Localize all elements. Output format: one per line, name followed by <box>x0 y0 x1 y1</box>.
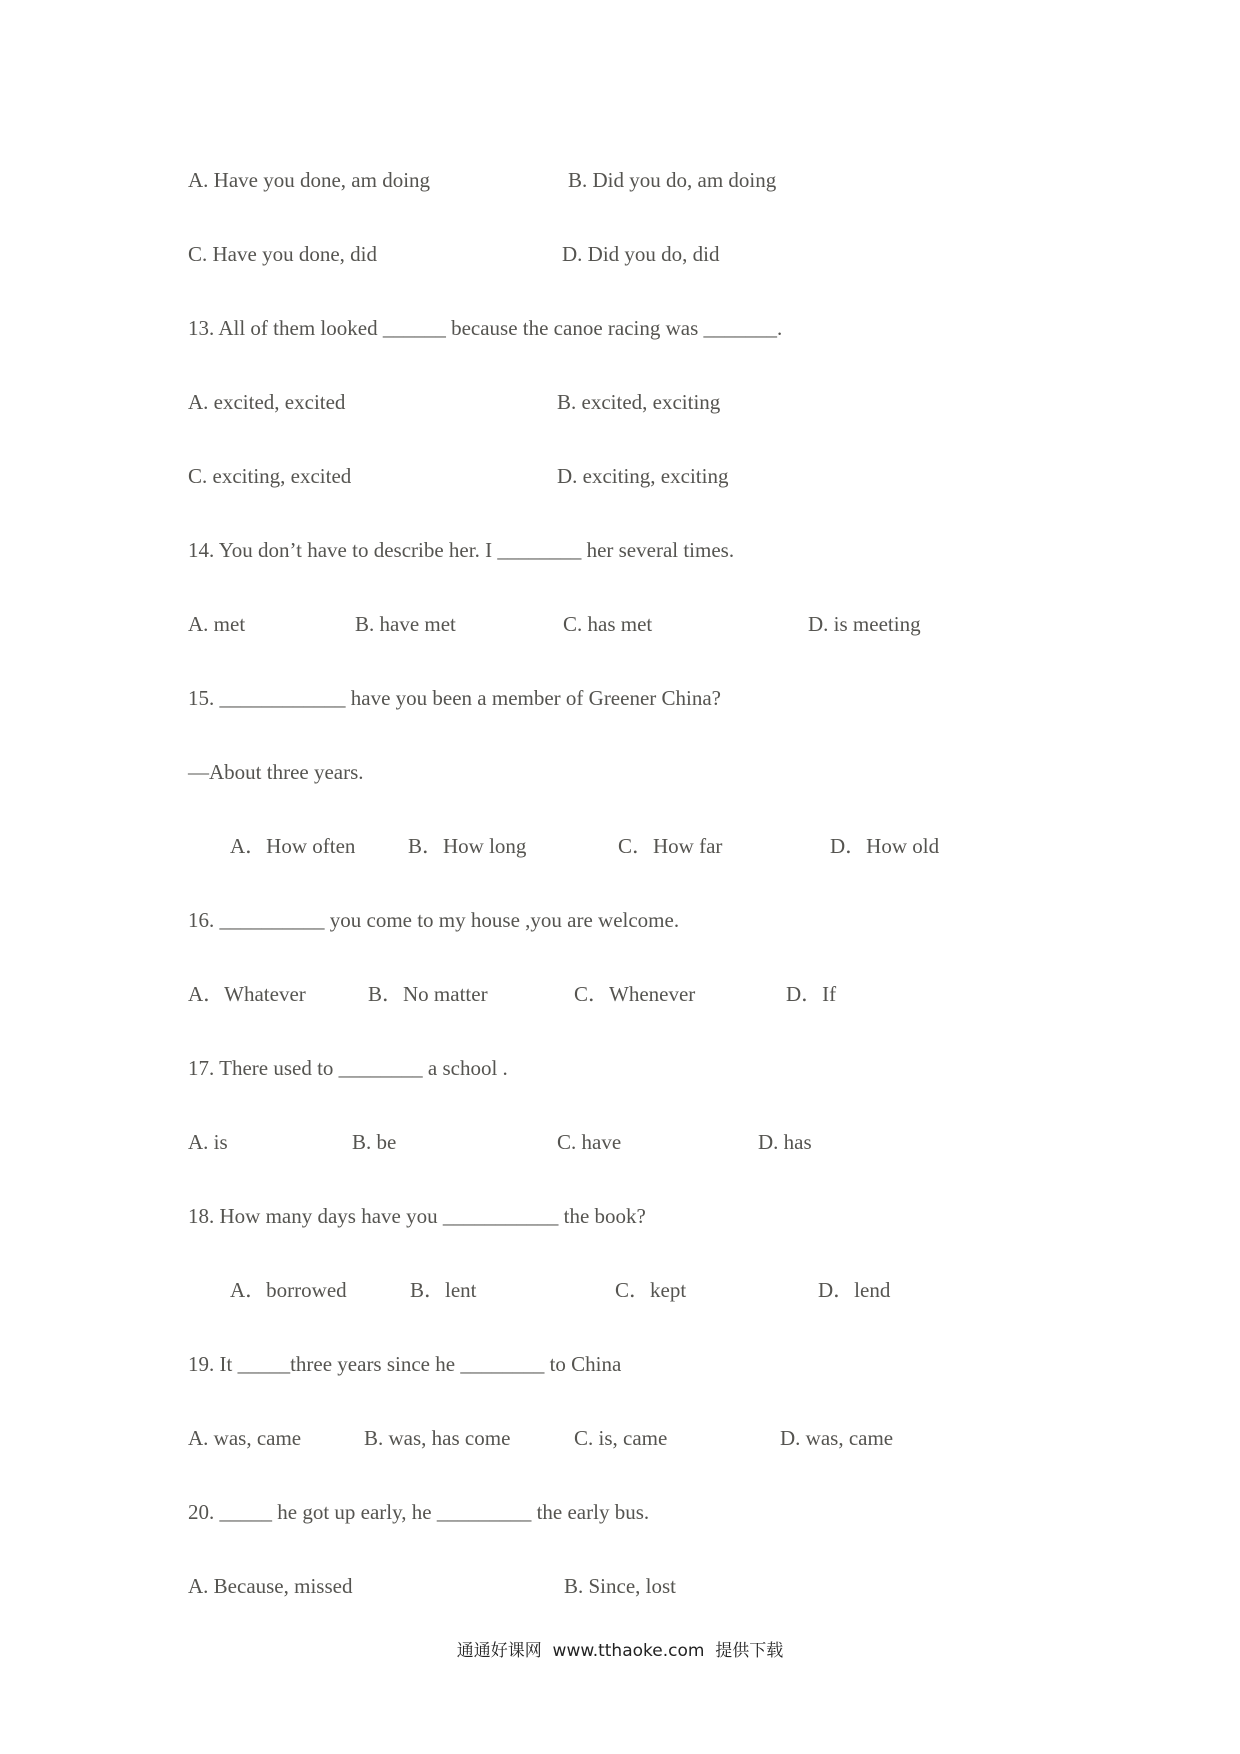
q18-option-c: C．kept <box>615 1278 687 1302</box>
q13-option-c: C. exciting, excited <box>188 464 352 488</box>
q12-option-a: A. Have you done, am doing <box>188 168 431 192</box>
q19-option-a: A. was, came <box>188 1426 302 1450</box>
q15-option-d: D．How old <box>830 834 940 858</box>
q12-option-d: D. Did you do, did <box>562 242 720 266</box>
q15-option-c: C．How far <box>618 834 723 858</box>
q18-option-d: D．lend <box>818 1278 891 1302</box>
q13-option-b: B. excited, exciting <box>557 390 721 414</box>
q17-option-a: A. is <box>188 1130 228 1154</box>
q18-option-a: A．borrowed <box>230 1278 347 1302</box>
q13-option-a: A. excited, excited <box>188 390 346 414</box>
q14-option-a: A. met <box>188 612 246 636</box>
q13-option-d: D. exciting, exciting <box>557 464 729 488</box>
q20-option-b: B. Since, lost <box>564 1574 677 1598</box>
q14-option-c: C. has met <box>563 612 653 636</box>
q15-option-b: B．How long <box>408 834 527 858</box>
q18-option-b: B．lent <box>410 1278 477 1302</box>
page-footer: 通通好课网 www.tthaoke.com 提供下载 <box>456 1641 784 1661</box>
q17-option-c: C. have <box>557 1130 622 1154</box>
q17-option-d: D. has <box>758 1130 812 1154</box>
q16-option-b: B．No matter <box>368 982 488 1006</box>
q19-option-c: C. is, came <box>574 1426 668 1450</box>
q15-stem: 15. ____________ have you been a member of Greener China? <box>188 686 721 710</box>
q13-stem: 13. All of them looked ______ because the canoe racing was _______. <box>188 316 783 340</box>
q14-option-d: D. is meeting <box>808 612 921 636</box>
q16-stem: 16. __________ you come to my house ,you are welcome. <box>188 908 680 932</box>
q14-option-b: B. have met <box>355 612 456 636</box>
q15-option-a: A．How often <box>230 834 356 858</box>
q12-option-b: B. Did you do, am doing <box>568 168 777 192</box>
q16-option-c: C．Whenever <box>574 982 696 1006</box>
q20-stem: 20. _____ he got up early, he _________ the early bus. <box>188 1500 650 1524</box>
q16-option-d: D．If <box>786 982 837 1006</box>
q20-option-a: A. Because, missed <box>188 1574 353 1598</box>
q19-option-b: B. was, has come <box>364 1426 511 1450</box>
q17-stem: 17. There used to ________ a school . <box>188 1056 508 1080</box>
q15-answer: —About three years. <box>188 760 364 784</box>
q14-stem: 14. You don’t have to describe her. I ________ her several times. <box>188 538 735 562</box>
q16-option-a: A．Whatever <box>188 982 306 1006</box>
q17-option-b: B. be <box>352 1130 397 1154</box>
q19-stem: 19. It _____three years since he ________ to China <box>188 1352 622 1376</box>
q19-option-d: D. was, came <box>780 1426 894 1450</box>
q18-stem: 18. How many days have you ___________ the book? <box>188 1204 646 1228</box>
q12-option-c: C. Have you done, did <box>188 242 377 266</box>
